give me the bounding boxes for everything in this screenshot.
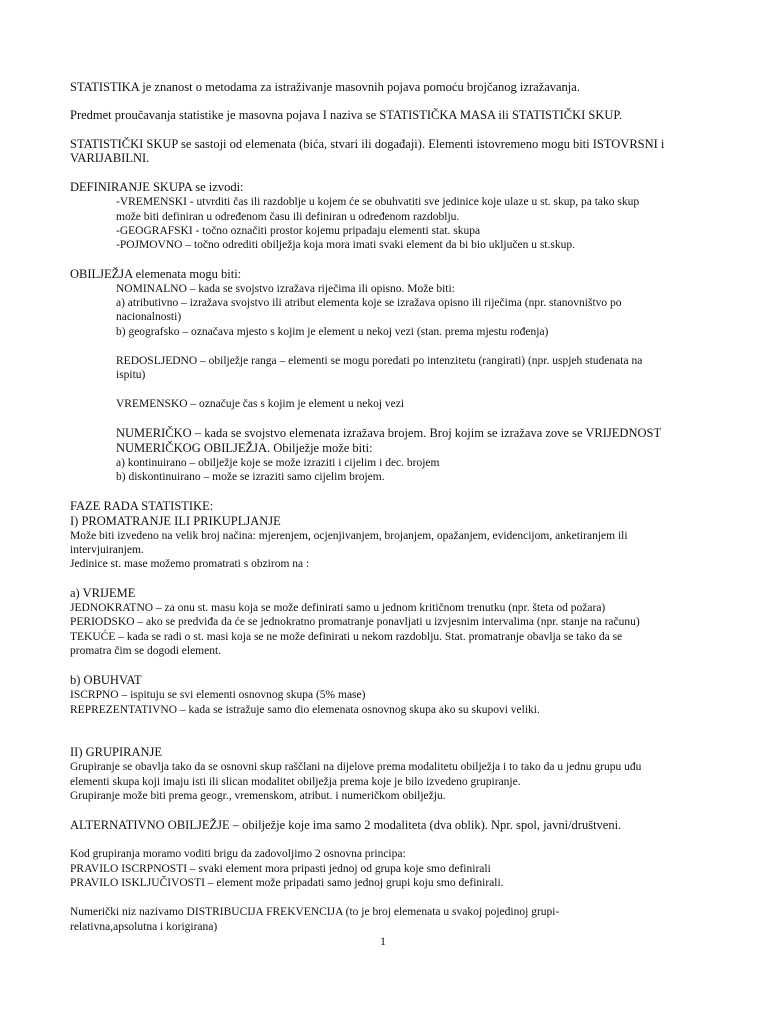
text-line: a) VRIJEME	[70, 586, 136, 600]
text-line: -GEOGRAFSKI - točno označiti prostor kojemu pripadaju elementi stat. skupa	[116, 225, 481, 237]
text-line: JEDNOKRATNO – za onu st. masu koja se može definirati samo u jednom kritičnom trenutku (npr. šteta od požara)	[70, 602, 606, 614]
text-line: REDOSLJEDNO – obilježje ranga – elementi se mogu poredati po intenzitetu (rangirati) (npr. uspjeh studenata na	[116, 355, 643, 367]
text-line: STATISTIČKI SKUP se sastoji od elemenata (bića, stvari ili događaji). Elementi istovremeno mogu biti ISTOVRSNI i	[70, 137, 665, 151]
text-line: a) kontinuirano – obilježje koje se može izraziti i cijelim i dec. brojem	[116, 457, 440, 469]
text-line: VARIJABILNI.	[70, 151, 150, 165]
text-line: VREMENSKO – označuje čas s kojim je element u nekoj vezi	[116, 398, 405, 410]
text-line: -VREMENSKI - utvrditi čas ili razdoblje u kojem će se obuhvatiti sve jedinice koje ulaze u st. skup, pa tako skup	[116, 196, 640, 208]
text-line: STATISTIKA je znanost o metodama za istraživanje masovnih pojava pomoću brojčanog izražavanja.	[70, 80, 580, 94]
text-line: Numerički niz nazivamo DISTRIBUCIJA FREKVENCIJA (to je broj elemenata u svakoj pojedinoj grupi-	[70, 906, 560, 918]
text-line: Grupiranje se obavlja tako da se osnovni skup raščlani na dijelove prema modalitetu obilježja i to tako da u jednu grupu uđu	[70, 761, 642, 773]
page-number: 1	[380, 934, 386, 948]
text-line: TEKUĆE – kada se radi o st. masi koja se ne može definirati u nekom razdoblju. Stat. promatranje obavlja se tako da se	[70, 631, 623, 643]
text-line: nacionalnosti)	[116, 311, 182, 323]
text-line: ALTERNATIVNO OBILJEŽJE – obilježje koje ima samo 2 modaliteta (dva oblik). Npr. spol, javni/društveni.	[70, 818, 622, 832]
text-line: b) OBUHVAT	[70, 673, 142, 687]
text-line: elementi skupa koji imaju isti ili slican modalitet obilježja prema koje je bilo izvedeno grupiranje.	[70, 776, 521, 788]
text-line: PERIODSKO – ako se predviđa da će se jednokratno promatranje ponavljati u izvjesnim intervalima (npr. stanje na računu)	[70, 616, 640, 628]
text-line: promatra čim se dogodi element.	[70, 645, 222, 657]
text-line: DEFINIRANJE SKUPA se izvodi:	[70, 180, 244, 194]
text-line: -POJMOVNO – točno odrediti obilježja koja mora imati svaki element da bi bio uključen u st.skup.	[116, 239, 575, 251]
text-line: REPREZENTATIVNO – kada se istražuje samo dio elemenata osnovnog skupa ako su skupovi veliki.	[70, 704, 540, 716]
text-line: ISCRPNO – ispituju se svi elementi osnovnog skupa (5% mase)	[70, 689, 366, 701]
text-line: NUMERIČKO – kada se svojstvo elemenata izražava brojem. Broj kojim se izražava zove se VRIJEDNOST	[116, 426, 662, 440]
text-line: b) diskontinuirano – može se izraziti samo cijelim brojem.	[116, 471, 385, 483]
text-line: ispitu)	[116, 369, 146, 381]
text-line: NUMERIČKOG OBILJEŽJA. Obilježje može biti:	[116, 441, 373, 455]
text-line: OBILJEŽJA elemenata mogu biti:	[70, 267, 242, 281]
text-line: relativna,apsolutna i korigirana)	[70, 921, 218, 933]
text-line: intervjuiranjem.	[70, 544, 144, 556]
text-line: I) PROMATRANJE ILI PRIKUPLJANJE	[70, 514, 281, 528]
text-line: Kod grupiranja moramo voditi brigu da zadovoljimo 2 osnovna principa:	[70, 848, 406, 860]
text-line: b) geografsko – označava mjesto s kojim je element u nekoj vezi (stan. prema mjestu rođenja)	[116, 326, 549, 338]
text-line: NOMINALNO – kada se svojstvo izražava riječima ili opisno. Može biti:	[116, 283, 455, 295]
text-line: II) GRUPIRANJE	[70, 745, 163, 759]
text-line: a) atributivno – izražava svojstvo ili atribut elementa koje se izražava opisno ili riječima (npr. stanovništvo po	[116, 297, 622, 309]
text-line: FAZE RADA STATISTIKE:	[70, 499, 214, 513]
text-line: PRAVILO ISCRPNOSTI – svaki element mora pripasti jednoj od grupa koje smo definirali	[70, 863, 491, 875]
text-line: može biti definiran u određenom času ili definiran u određenom razdoblju.	[116, 211, 460, 223]
text-line: Može biti izvedeno na velik broj načina: mjerenjem, ocjenjivanjem, brojanjem, opažanjem, evidencijom, anketiranjem ili	[70, 530, 628, 542]
text-line: Jedinice st. mase možemo promatrati s obzirom na :	[70, 558, 310, 570]
text-line: Grupiranje može biti prema geogr., vremenskom, atribut. i numeričkom obilježju.	[70, 790, 446, 802]
text-line: PRAVILO ISKLJUČIVOSTI – element može pripadati samo jednoj grupi koju smo definirali.	[70, 877, 504, 889]
text-line: Predmet proučavanja statistike je masovna pojava I naziva se STATISTIČKA MASA ili STATISTIČKI SKUP.	[70, 108, 623, 122]
